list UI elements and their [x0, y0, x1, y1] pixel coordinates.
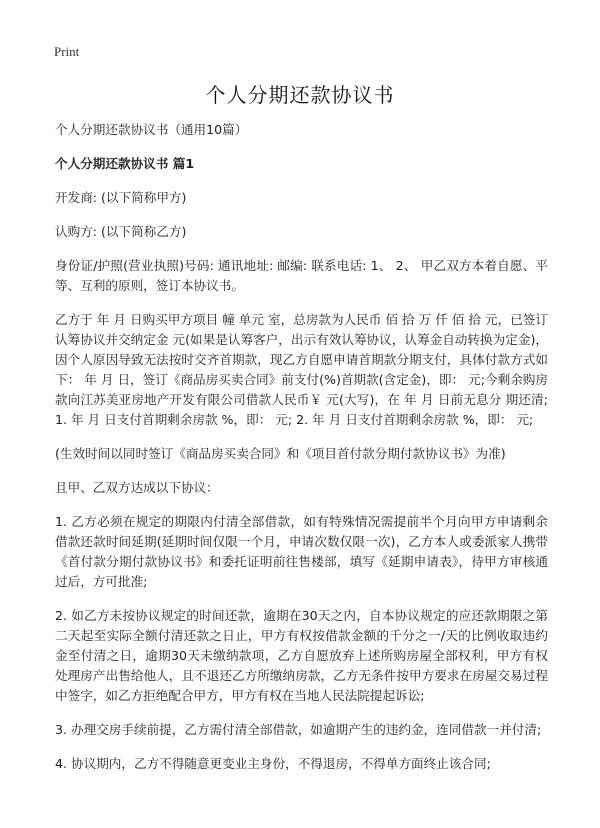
document-body: [55, 120, 548, 788]
section-heading: 个人分期还款协议书 篇1: [55, 156, 195, 171]
paragraph-developer: 开发商: (以下简称甲方): [55, 190, 187, 205]
document-subtitle: 个人分期还款协议书（通用10篇）: [55, 122, 248, 137]
clause-2: 2. 如乙方未按协议规定的时间还款，逾期在30天之内，自本协议规定的应还款期限之第二天起至实际全额付清还款之日止，甲方有权按借款金额的千分之一/天的比例收取违约金至付清之日，逾期30天未缴纳款项，乙方自愿放弃上述所购房屋全部权利，甲方有权处理房产出售给他人，且不退还乙方所缴纳房款，乙方无条件按甲方要求在房屋交易过程中签字，如乙方拒绝配合甲方，甲方有权在当地人民法院提起诉讼;: [55, 608, 548, 703]
print-link[interactable]: Print: [54, 44, 80, 59]
paragraph-buyer: 认购方: (以下简称乙方): [55, 224, 187, 239]
paragraph-identity: 身份证/护照(营业执照)号码: 通讯地址: 邮编: 联系电话: 1、 2、 甲乙双方本着自愿、平等、互利的原则，签订本协议书。: [55, 258, 548, 293]
paragraph-purchase: 乙方于 年 月 日购买甲方项目 幢 单元 室，总房款为人民币 佰 拾 万 仟 佰 拾 元，已签订认筹协议并交纳定金 元(如果是认筹客户，出示有效认筹协议，认筹金自动转换为定金)，因个人原因导致无法按时交齐首期款，现乙方自愿申请首期款分期支付，具体付款方式如下： 年 月 日，签订《商品房买卖合同》前支付(%)首期款(含定金)，即： 元;今剩余购房款向江苏美亚房地产开发有限公司借款人民币￥ 元(大写)，在 年 月 日前无息分 期还清; 1. 年 月 日支付首期剩余房款 %，即： 元; 2. 年 月 日支付首期剩余房款 %，即： 元;: [55, 312, 548, 427]
page-title: 个人分期还款协议书: [205, 83, 395, 107]
clause-1: 1. 乙方必须在规定的期限内付清全部借款，如有特殊情况需提前半个月向甲方申请剩余借款还款时间延期(延期时间仅限一个月，申请次数仅限一次)，乙方本人或委派家人携带《首付款分期付款协议书》和委托证明前往售楼部，填写《延期申请表》，待甲方审核通过后，方可批准;: [55, 514, 548, 589]
paragraph-effective-time: (生效时间以同时签订《商品房买卖合同》和《项目首付款分期付款协议书》为准): [55, 446, 506, 461]
paragraph-agreement-intro: 且甲、乙双方达成以下协议：: [55, 480, 219, 495]
clause-3: 3. 办理交房手续前提，乙方需付清全部借款，如逾期产生的违约金，连同借款一并付清;: [55, 722, 542, 737]
clause-4: 4. 协议期内，乙方不得随意更变业主身份，不得退房，不得单方面终止该合同;: [55, 756, 491, 771]
